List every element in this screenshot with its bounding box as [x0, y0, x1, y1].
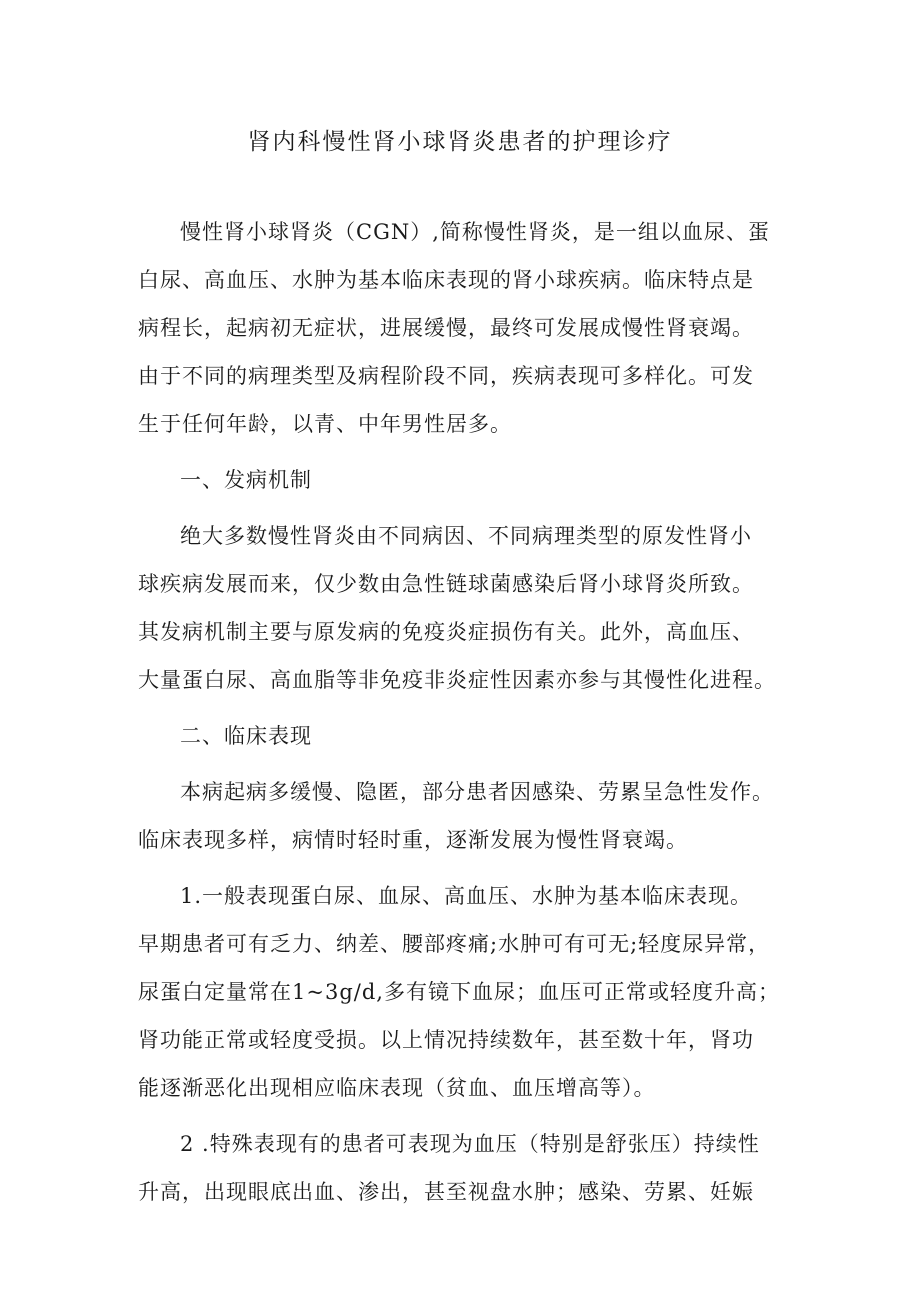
special-manifestation-paragraph [138, 1120, 808, 1216]
text-line: 绝大多数慢性肾炎由不同病因、不同病理类型的原发性肾小 [180, 524, 752, 548]
text-line: 本病起病多缓慢、隐匿，部分患者因感染、劳累呈急性发作。 [180, 780, 774, 804]
text-line: 生于任何年龄，以青、中年男性居多。 [138, 412, 512, 436]
text-line: 2 .特殊表现有的患者可表现为血压（特别是舒张压）持续性 [180, 1132, 760, 1156]
text-line: 能逐渐恶化出现相应临床表现（贫血、血压增高等）。 [138, 1076, 656, 1100]
heading-text: 一、发病机制 [180, 468, 312, 492]
intro-paragraph [138, 208, 808, 448]
text-line: 升高，出现眼底出血、渗出，甚至视盘水肿；感染、劳累、妊娠 [138, 1180, 754, 1204]
document-title: 肾内科慢性肾小球肾炎患者的护理诊疗 [247, 129, 673, 155]
clinical-intro-paragraph [138, 768, 808, 864]
section-heading-pathogenesis [138, 456, 808, 504]
pathogenesis-paragraph [138, 512, 808, 704]
general-manifestation-paragraph [138, 872, 808, 1112]
text-line: 大量蛋白尿、高血脂等非免疫非炎症性因素亦参与其慢性化进程。 [138, 668, 776, 692]
heading-text: 二、临床表现 [180, 724, 312, 748]
text-line: 病程长，起病初无症状，进展缓慢，最终可发展成慢性肾衰竭。 [138, 316, 754, 340]
text-line: 球疾病发展而来，仅少数由急性链球菌感染后肾小球肾炎所致。 [138, 572, 754, 596]
text-line: 1.一般表现蛋白尿、血尿、高血压、水肿为基本临床表现。 [180, 884, 753, 908]
text-line: 临床表现多样，病情时轻时重，逐渐发展为慢性肾衰竭。 [138, 828, 688, 852]
document-body [138, 208, 808, 1224]
text-line: 尿蛋白定量常在1~3g/d,多有镜下血尿；血压可正常或轻度升高； [138, 980, 780, 1004]
text-line: 其发病机制主要与原发病的免疫炎症损伤有关。此外，高血压、 [138, 620, 754, 644]
section-heading-clinical [138, 712, 808, 760]
text-line: 慢性肾小球肾炎（CGN）,简称慢性肾炎，是一组以血尿、蛋 [180, 220, 770, 244]
text-line: 早期患者可有乏力、纳差、腰部疼痛;水肿可有可无;轻度尿异常， [138, 932, 771, 956]
text-line: 肾功能正常或轻度受损。以上情况持续数年，甚至数十年，肾功 [138, 1028, 754, 1052]
text-line: 白尿、高血压、水肿为基本临床表现的肾小球疾病。临床特点是 [138, 268, 754, 292]
text-line: 由于不同的病理类型及病程阶段不同，疾病表现可多样化。可发 [138, 364, 754, 388]
